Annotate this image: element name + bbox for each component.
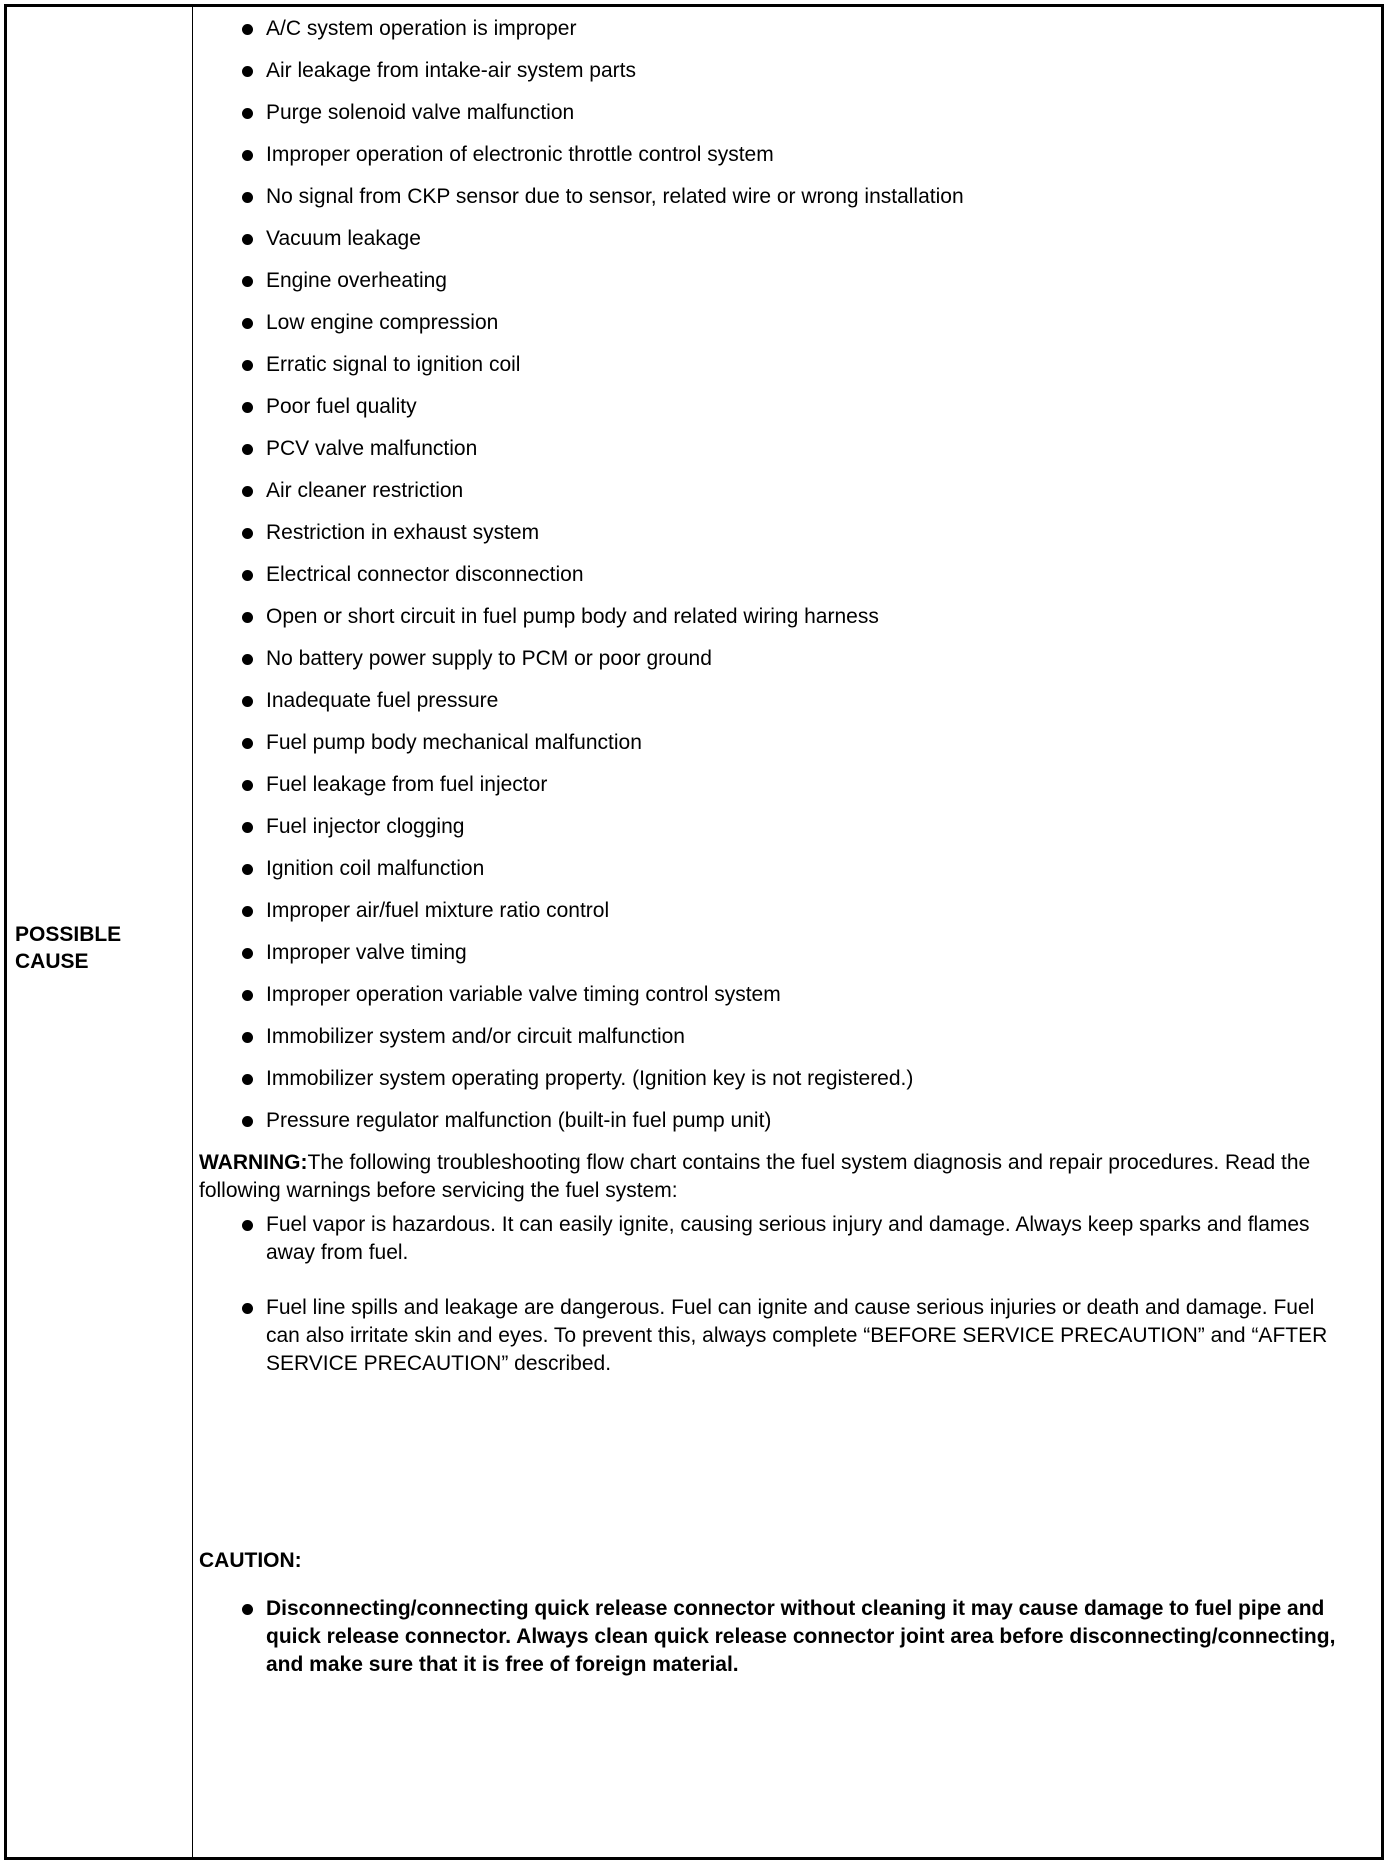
caution-title: CAUTION: bbox=[199, 1549, 302, 1572]
column-divider bbox=[192, 7, 193, 1857]
bullet-icon bbox=[242, 1220, 253, 1231]
row-label-line-1: POSSIBLE bbox=[15, 923, 122, 946]
warning-text: The following troubleshooting flow chart contains the fuel system diagnosis and repair procedures. Read the following warnings before servicing the fuel system: bbox=[199, 1151, 1311, 1202]
bullet-icon bbox=[242, 864, 253, 875]
possible-cause-table: POSSIBLE CAUSE A/C system operation is improper Air leakage from intake-air system parts Purge solenoid valve malfunction Improper operation of electronic throttle control system No signal from CKP sensor due to sensor, related wire or wrong installation Vacuum leakage Engine overheating Low engine compression Erratic signal to ignition coil Poor fuel quality PCV valve malfunction Air cleaner restriction Restriction in exhaust system Electrical connector disconnection Open or short circuit in fuel pump body and related wiring harness No battery power supply to PCM or poor ground Inadequate fuel pressure Fuel pump body mechanical malfunction Fuel leakage from fuel injector Fuel injector clogging Ignition coil malfunction Improper air/fuel mixture ratio control Improper valve timing Improper operation variable valve timing control system Immobilizer system and/or circuit malfunction Immobilizer system operating property. (Ignition key is not registered.) Pressure regulator malfunction (built-in fuel pump unit) WARNING:The following troubleshooting flow chart contains the fuel system diagnosis and repair procedures. Read the following warnings before servicing the fuel system: Fuel vapor is hazardous. It can easily ignite, causing serious injury and damage. Always keep sparks and flames away from fuel. Fuel line spills and leakage are dangerous. Fuel can ignite and cause serious injuries or death and damage. Fuel can also irritate skin and eyes. To prevent this, always complete “BEFORE SERVICE PRECAUTION” and “AFTER SERVICE PRECAUTION” described. CAUTION: Disconnecting/connecting quick release connector without cleaning it may cause damage to fuel pipe and quick release connector. Always clean quick release connector joint area before disconnecting/connecting, and make sure that it is free of foreign material. bbox=[4, 4, 1384, 1860]
bullet-icon bbox=[242, 906, 253, 917]
bullet-icon bbox=[242, 612, 253, 623]
bullet-icon bbox=[242, 822, 253, 833]
bullet-icon bbox=[242, 234, 253, 245]
bullet-icon bbox=[242, 780, 253, 791]
bullet-icon bbox=[242, 108, 253, 119]
warning-paragraph bbox=[199, 1149, 1377, 1205]
bullet-icon bbox=[242, 486, 253, 497]
bullet-icon bbox=[242, 1303, 253, 1314]
bullet-icon bbox=[242, 990, 253, 1001]
bullet-icon bbox=[242, 150, 253, 161]
bullet-icon bbox=[242, 360, 253, 371]
bullet-icon bbox=[242, 444, 253, 455]
bullet-icon bbox=[242, 1074, 253, 1085]
warning-keyword: WARNING: bbox=[199, 1151, 308, 1174]
bullet-icon bbox=[242, 1604, 253, 1615]
bullet-icon bbox=[242, 192, 253, 203]
bullet-icon bbox=[242, 738, 253, 749]
bullet-icon bbox=[242, 1032, 253, 1043]
row-label bbox=[15, 921, 185, 975]
bullet-icon bbox=[242, 1116, 253, 1127]
bullet-icon bbox=[242, 696, 253, 707]
row-label-line-2: CAUSE bbox=[15, 950, 89, 973]
bullet-icon bbox=[242, 402, 253, 413]
bullet-icon bbox=[242, 276, 253, 287]
bullet-icon bbox=[242, 948, 253, 959]
bullet-icon bbox=[242, 24, 253, 35]
bullet-icon bbox=[242, 654, 253, 665]
bullet-icon bbox=[242, 570, 253, 581]
bullet-icon bbox=[242, 66, 253, 77]
bullet-icon bbox=[242, 528, 253, 539]
bullet-icon bbox=[242, 318, 253, 329]
